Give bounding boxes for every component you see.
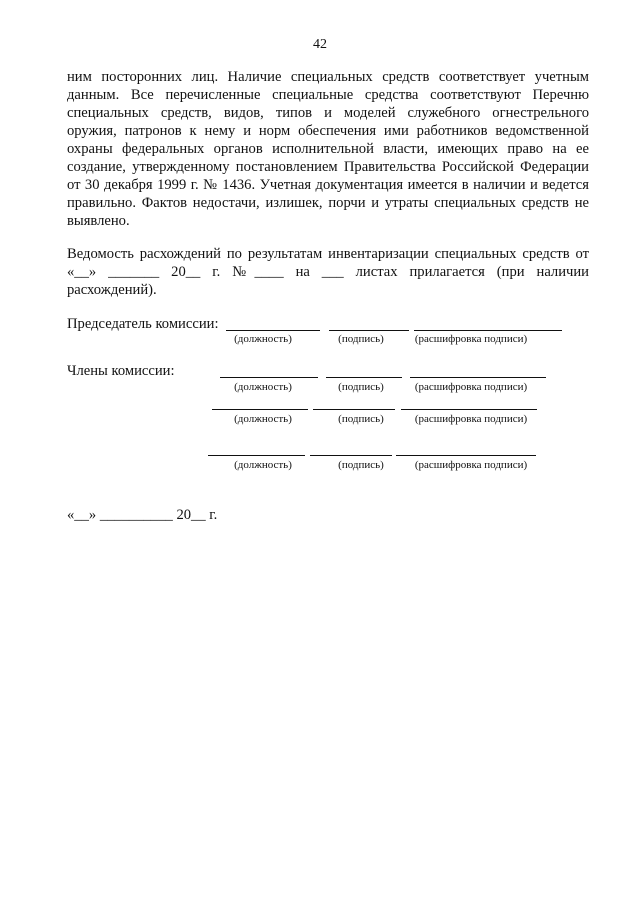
member2-position-line (212, 409, 308, 410)
inventory-conclusion-paragraph (67, 68, 589, 230)
text-line: данным. Все перечисленные специальные средства соответствуют Перечню (67, 87, 589, 103)
text-line: Ведомость расхождений по результатам инвентаризации специальных средств от (67, 246, 589, 262)
member2-decoding-caption: (расшифровка подписи) (414, 413, 528, 425)
member1-signature-line (326, 377, 402, 378)
member2-position-caption: (должность) (234, 413, 292, 425)
member1-position-line (220, 377, 318, 378)
member3-decoding-line (396, 455, 536, 456)
member3-position-caption: (должность) (234, 459, 292, 471)
chairman-decoding-line (414, 330, 562, 331)
member2-signature-line (313, 409, 395, 410)
text-line: выявлено. (67, 213, 130, 229)
member2-decoding-line (401, 409, 537, 410)
member1-decoding-line (410, 377, 546, 378)
text-line: специальных средств, видов, типов и моделей служебного огнестрельного (67, 105, 589, 121)
page-number: 42 (313, 37, 327, 52)
member3-signature-caption: (подпись) (338, 459, 384, 471)
members-label: Члены комиссии: (67, 363, 175, 379)
chairman-position-line (226, 330, 320, 331)
text-line: ним посторонних лиц. Наличие специальных средств соответствует учетным (67, 69, 589, 85)
discrepancy-statement-paragraph (67, 245, 589, 299)
text-line: от 30 декабря 1999 г. № 1436. Учетная документация имеется в наличии и ведется (67, 177, 589, 193)
chairman-signature-line (329, 330, 409, 331)
chairman-decoding-caption: (расшифровка подписи) (414, 333, 528, 345)
text-line: расхождений). (67, 282, 157, 298)
member1-decoding-caption: (расшифровка подписи) (414, 381, 528, 393)
member2-signature-caption: (подпись) (338, 413, 384, 425)
member3-signature-line (310, 455, 392, 456)
member1-position-caption: (должность) (234, 381, 292, 393)
chairman-label: Председатель комиссии: (67, 316, 219, 332)
text-line: оружия, патронов к нему и норм обеспечения ими работников ведомственной (67, 123, 589, 139)
text-line: создание, утвержденному постановлением Правительства Российской Федерации (67, 159, 589, 175)
date-line: «__» __________ 20__ г. (67, 507, 218, 523)
member1-signature-caption: (подпись) (338, 381, 384, 393)
text-line: «__» _______ 20__ г. №____ на ___ листах прилагается (при наличии (67, 264, 589, 280)
text-line: правильно. Фактов недостачи, излишек, порчи и утраты специальных средств не (67, 195, 589, 211)
member3-decoding-caption: (расшифровка подписи) (414, 459, 528, 471)
text-line: охраны федеральных органов исполнительной власти, имеющих право на ее (67, 141, 589, 157)
member3-position-line (208, 455, 305, 456)
chairman-signature-caption: (подпись) (338, 333, 384, 345)
chairman-position-caption: (должность) (234, 333, 292, 345)
